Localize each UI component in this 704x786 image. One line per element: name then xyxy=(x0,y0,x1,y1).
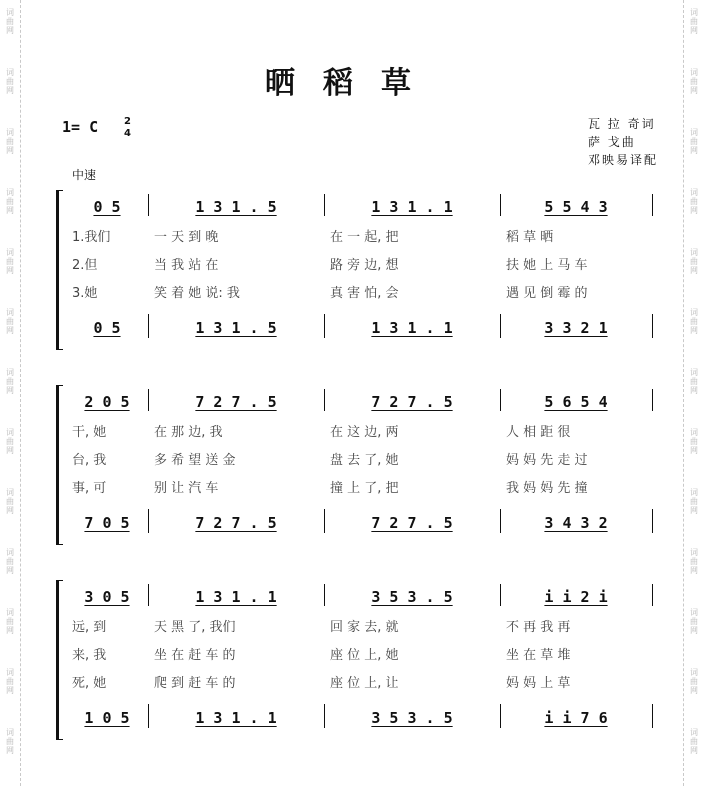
watermark-char: 网 xyxy=(690,506,698,515)
notation-measure: i i 2 i xyxy=(544,588,608,606)
barline xyxy=(652,584,653,606)
watermark-char: 曲 xyxy=(690,137,698,146)
watermark-text xyxy=(684,668,704,695)
score-system xyxy=(56,190,652,350)
barline xyxy=(652,704,653,728)
notation-measure: 7 2 7 . 5 xyxy=(371,514,453,532)
watermark-text xyxy=(684,368,704,395)
watermark-text xyxy=(0,548,20,575)
watermark-char: 词 xyxy=(6,308,14,317)
lyric-measure: 扶 她 上 马 车 xyxy=(506,257,588,273)
watermark-char: 词 xyxy=(690,248,698,257)
watermark-char: 词 xyxy=(6,128,14,137)
barline xyxy=(652,509,653,533)
notation-measure: 3 3 2 1 xyxy=(544,319,608,337)
watermark-char: 词 xyxy=(690,8,698,17)
lyrics-verse-2 xyxy=(66,252,652,274)
watermark-text xyxy=(684,128,704,155)
watermark-char: 词 xyxy=(690,728,698,737)
watermark-char: 曲 xyxy=(6,737,14,746)
notation-measure: 7 2 7 . 5 xyxy=(195,393,277,411)
lyric-measure: 回 家 去, 就 xyxy=(330,619,399,635)
watermark-char: 网 xyxy=(6,446,14,455)
notation-measure: 3 4 3 2 xyxy=(544,514,608,532)
notation-measure: 1 3 1 . 1 xyxy=(195,588,277,606)
meter-top: 2 xyxy=(124,116,131,127)
watermark-text xyxy=(0,668,20,695)
watermark-text xyxy=(684,428,704,455)
barline xyxy=(324,509,325,533)
watermark-char: 词 xyxy=(6,728,14,737)
watermark-text xyxy=(684,488,704,515)
lyric-measure: 路 旁 边, 想 xyxy=(330,257,399,273)
barline xyxy=(500,314,501,338)
watermark-char: 词 xyxy=(6,548,14,557)
watermark-char: 曲 xyxy=(690,377,698,386)
barline xyxy=(148,509,149,533)
melody-row xyxy=(66,391,652,413)
watermark-char: 曲 xyxy=(6,77,14,86)
lyric-measure: 事, 可 xyxy=(72,480,107,496)
lyric-measure: 别 让 汽 车 xyxy=(154,480,219,496)
lyric-measure: 2.但 xyxy=(72,257,98,273)
system-brace xyxy=(56,190,63,350)
watermark-char: 网 xyxy=(6,566,14,575)
watermark-char: 曲 xyxy=(690,77,698,86)
lyrics-verse-3 xyxy=(66,475,652,497)
barline xyxy=(652,314,653,338)
lyric-measure: 在 一 起, 把 xyxy=(330,229,399,245)
lyric-measure: 远, 到 xyxy=(72,619,107,635)
notation-measure: 1 3 1 . 1 xyxy=(195,709,277,727)
watermark-char: 曲 xyxy=(690,617,698,626)
key-signature: 1= C xyxy=(62,118,99,136)
credits xyxy=(588,115,658,169)
lyric-measure: 人 相 距 很 xyxy=(506,424,571,440)
watermark-char: 网 xyxy=(6,146,14,155)
watermark-char: 曲 xyxy=(690,737,698,746)
notation-measure: 3 0 5 xyxy=(84,588,130,606)
lyrics-verse-2 xyxy=(66,447,652,469)
watermark-char: 网 xyxy=(690,326,698,335)
lyric-measure: 不 再 我 再 xyxy=(506,619,571,635)
system-brace xyxy=(56,580,63,740)
watermark-text xyxy=(684,248,704,275)
watermark-text xyxy=(0,488,20,515)
watermark-text xyxy=(0,248,20,275)
barline xyxy=(324,194,325,216)
barline xyxy=(324,389,325,411)
lyric-measure: 真 害 怕, 会 xyxy=(330,285,399,301)
watermark-text xyxy=(0,128,20,155)
watermark-char: 词 xyxy=(690,668,698,677)
notation-measure: 7 2 7 . 5 xyxy=(371,393,453,411)
watermark-char: 词 xyxy=(690,68,698,77)
watermark-char: 网 xyxy=(6,506,14,515)
watermark-char: 词 xyxy=(6,248,14,257)
lyric-measure: 一 天 到 晚 xyxy=(154,229,219,245)
watermark-char: 词 xyxy=(690,188,698,197)
barline xyxy=(148,389,149,411)
lyric-measure: 座 位 上, 让 xyxy=(330,675,399,691)
watermark-char: 词 xyxy=(6,188,14,197)
lyric-measure: 多 希 望 送 金 xyxy=(154,452,236,468)
watermark-char: 网 xyxy=(6,626,14,635)
watermark-text xyxy=(684,308,704,335)
score-system xyxy=(56,580,652,740)
watermark-char: 网 xyxy=(690,386,698,395)
barline xyxy=(500,704,501,728)
lower-voice-row xyxy=(66,707,652,729)
watermark-char: 网 xyxy=(690,746,698,755)
watermark-char: 词 xyxy=(6,668,14,677)
watermark-char: 词 xyxy=(6,368,14,377)
watermark-char: 网 xyxy=(6,86,14,95)
notation-measure: 7 2 7 . 5 xyxy=(195,514,277,532)
watermark-text xyxy=(0,188,20,215)
watermark-char: 曲 xyxy=(6,497,14,506)
watermark-char: 网 xyxy=(6,686,14,695)
barline xyxy=(148,194,149,216)
lyric-measure: 撞 上 了, 把 xyxy=(330,480,399,496)
meter-bottom: 4 xyxy=(124,128,131,139)
lyric-measure: 台, 我 xyxy=(72,452,107,468)
watermark-char: 曲 xyxy=(690,197,698,206)
system-brace xyxy=(56,385,63,545)
lyric-measure: 死, 她 xyxy=(72,675,107,691)
watermark-char: 曲 xyxy=(690,557,698,566)
lyric-measure: 妈 妈 先 走 过 xyxy=(506,452,588,468)
watermark-char: 网 xyxy=(6,266,14,275)
watermark-char: 曲 xyxy=(690,677,698,686)
watermark-char: 网 xyxy=(6,746,14,755)
notation-measure: 0 5 xyxy=(93,198,121,216)
lyric-measure: 座 位 上, 她 xyxy=(330,647,399,663)
watermark-char: 词 xyxy=(690,428,698,437)
watermark-char: 曲 xyxy=(6,137,14,146)
lyric-measure: 妈 妈 上 草 xyxy=(506,675,571,691)
lyric-measure: 坐 在 草 堆 xyxy=(506,647,571,663)
watermark-char: 网 xyxy=(690,146,698,155)
watermark-text xyxy=(684,728,704,755)
watermark-char: 词 xyxy=(6,8,14,17)
watermark-char: 曲 xyxy=(690,317,698,326)
lyric-measure: 当 我 站 在 xyxy=(154,257,219,273)
barline xyxy=(324,584,325,606)
lyrics-verse-3 xyxy=(66,670,652,692)
barline xyxy=(500,584,501,606)
watermark-char: 网 xyxy=(6,386,14,395)
watermark-char: 词 xyxy=(6,608,14,617)
watermark-char: 网 xyxy=(690,686,698,695)
barline xyxy=(148,584,149,606)
watermark-char: 词 xyxy=(6,428,14,437)
notation-measure: 1 3 1 . 1 xyxy=(371,198,453,216)
watermark-char: 词 xyxy=(690,608,698,617)
watermark-text xyxy=(684,188,704,215)
watermark-text xyxy=(684,608,704,635)
barline xyxy=(652,194,653,216)
watermark-char: 词 xyxy=(690,128,698,137)
notation-measure: 1 3 1 . 5 xyxy=(195,319,277,337)
left-watermark-strip xyxy=(0,0,21,786)
lyrics-verse-1 xyxy=(66,224,652,246)
watermark-char: 词 xyxy=(690,308,698,317)
barline xyxy=(500,194,501,216)
watermark-text xyxy=(684,548,704,575)
lower-voice-row xyxy=(66,512,652,534)
notation-measure: 1 3 1 . 1 xyxy=(371,319,453,337)
lyric-measure: 来, 我 xyxy=(72,647,107,663)
lyricist-credit: 瓦 拉 奇词 xyxy=(587,117,656,131)
watermark-char: 网 xyxy=(690,626,698,635)
watermark-text xyxy=(0,608,20,635)
lyric-measure: 爬 到 赶 车 的 xyxy=(154,675,236,691)
barline xyxy=(652,389,653,411)
lyric-measure: 我 妈 妈 先 撞 xyxy=(506,480,588,496)
notation-measure: 2 0 5 xyxy=(84,393,130,411)
lyric-measure: 坐 在 赶 车 的 xyxy=(154,647,236,663)
watermark-char: 词 xyxy=(690,368,698,377)
watermark-char: 曲 xyxy=(6,317,14,326)
melody-row xyxy=(66,196,652,218)
lyric-measure: 盘 去 了, 她 xyxy=(330,452,399,468)
watermark-text xyxy=(0,308,20,335)
watermark-text xyxy=(0,368,20,395)
watermark-char: 网 xyxy=(690,446,698,455)
lyrics-verse-3 xyxy=(66,280,652,302)
watermark-char: 曲 xyxy=(6,377,14,386)
lyric-measure: 遇 见 倒 霉 的 xyxy=(506,285,588,301)
lyric-measure: 天 黑 了, 我们 xyxy=(154,619,236,635)
watermark-text xyxy=(0,8,20,35)
lyric-measure: 稻 草 晒 xyxy=(506,229,554,245)
watermark-char: 曲 xyxy=(690,437,698,446)
watermark-char: 曲 xyxy=(6,437,14,446)
watermark-char: 曲 xyxy=(6,197,14,206)
lower-voice-row xyxy=(66,317,652,339)
watermark-char: 词 xyxy=(690,488,698,497)
notation-measure: 5 5 4 3 xyxy=(544,198,608,216)
watermark-char: 词 xyxy=(6,488,14,497)
translator-credit: 邓映易译配 xyxy=(587,153,658,167)
composer-credit: 萨 戈曲 xyxy=(587,135,636,149)
right-watermark-strip xyxy=(683,0,704,786)
notation-measure: 3 5 3 . 5 xyxy=(371,709,453,727)
watermark-char: 曲 xyxy=(6,257,14,266)
barline xyxy=(324,314,325,338)
melody-row xyxy=(66,586,652,608)
watermark-text xyxy=(684,8,704,35)
watermark-char: 曲 xyxy=(6,617,14,626)
barline xyxy=(324,704,325,728)
notation-measure: 0 5 xyxy=(93,319,121,337)
watermark-char: 网 xyxy=(6,326,14,335)
notation-measure: 1 3 1 . 5 xyxy=(195,198,277,216)
watermark-char: 网 xyxy=(6,26,14,35)
barline xyxy=(500,509,501,533)
watermark-text xyxy=(0,428,20,455)
lyrics-verse-1 xyxy=(66,419,652,441)
time-signature xyxy=(124,116,131,140)
lyrics-verse-2 xyxy=(66,642,652,664)
notation-measure: 7 0 5 xyxy=(84,514,130,532)
notation-measure: 3 5 3 . 5 xyxy=(371,588,453,606)
song-title: 晒稻草 xyxy=(265,66,439,101)
lyric-measure: 笑 着 她 说: 我 xyxy=(154,285,240,301)
lyric-measure: 在 这 边, 两 xyxy=(330,424,399,440)
barline xyxy=(148,704,149,728)
watermark-char: 网 xyxy=(690,566,698,575)
watermark-char: 网 xyxy=(690,86,698,95)
score-system xyxy=(56,385,652,545)
notation-measure: i i 7 6 xyxy=(544,709,608,727)
watermark-text xyxy=(0,728,20,755)
watermark-char: 网 xyxy=(690,206,698,215)
barline xyxy=(148,314,149,338)
watermark-char: 曲 xyxy=(690,257,698,266)
notation-measure: 1 0 5 xyxy=(84,709,130,727)
lyrics-verse-1 xyxy=(66,614,652,636)
watermark-char: 网 xyxy=(6,206,14,215)
watermark-char: 词 xyxy=(6,68,14,77)
lyric-measure: 1.我们 xyxy=(72,229,111,245)
lyric-measure: 干, 她 xyxy=(72,424,107,440)
lyric-measure: 在 那 边, 我 xyxy=(154,424,223,440)
watermark-char: 曲 xyxy=(690,497,698,506)
barline xyxy=(500,389,501,411)
watermark-char: 词 xyxy=(690,548,698,557)
notation-measure: 5 6 5 4 xyxy=(544,393,608,411)
watermark-char: 曲 xyxy=(6,557,14,566)
tempo-marking: 中速 xyxy=(72,168,97,182)
watermark-char: 网 xyxy=(690,266,698,275)
watermark-char: 网 xyxy=(690,26,698,35)
lyric-measure: 3.她 xyxy=(72,285,98,301)
watermark-char: 曲 xyxy=(6,677,14,686)
watermark-char: 曲 xyxy=(690,17,698,26)
watermark-char: 曲 xyxy=(6,17,14,26)
